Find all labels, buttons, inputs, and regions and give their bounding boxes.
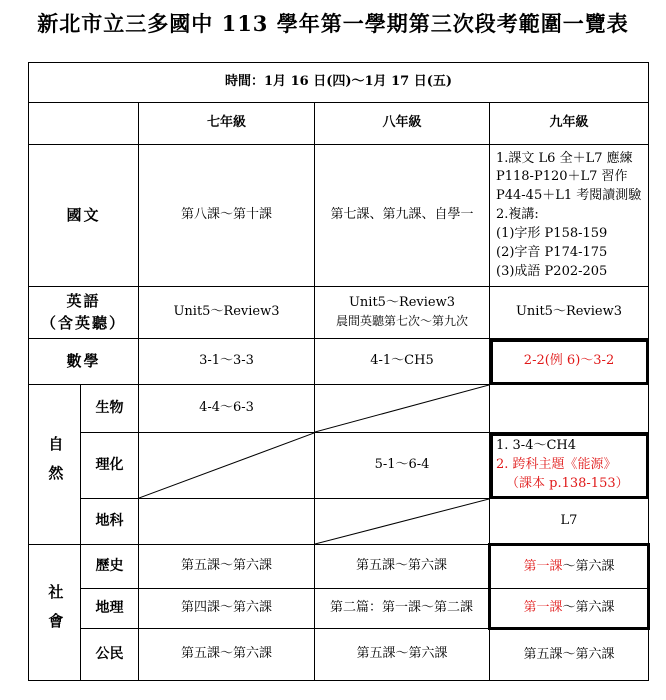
chinese-g9-line: 2.複講: xyxy=(496,207,539,223)
english-g7: Unit5～Review3 xyxy=(139,287,315,339)
exam-scope-table xyxy=(28,62,650,681)
history-g9 xyxy=(490,545,649,589)
math-g7: 3-1～3-3 xyxy=(139,339,315,385)
earth-g8-empty xyxy=(315,499,490,545)
physics-g9-line1: 1. 3-4～CH4 xyxy=(496,438,577,454)
chinese-g9-line: P44-45＋L1 考閱讀測驗 xyxy=(496,188,642,204)
geography-g7: 第四課～第六課 xyxy=(139,589,315,629)
grade-8-header: 八年級 xyxy=(315,103,490,145)
diagonal-line xyxy=(139,433,314,498)
subject-geography: 地理 xyxy=(81,589,139,629)
english-g8 xyxy=(315,287,490,339)
physics-g9-line2: 2. 跨科主題《能源》 xyxy=(496,457,617,473)
chinese-g9-line: (3)成語 P202-205 xyxy=(496,263,608,279)
physics-g9 xyxy=(490,433,649,499)
math-g8: 4-1～CH5 xyxy=(315,339,490,385)
group-science-label: 自然 xyxy=(46,435,65,494)
geography-g9-red: 第一課 xyxy=(523,599,563,615)
exam-time: 時間：1月 16 日(四)～1月 17 日(五) xyxy=(29,63,649,103)
history-g8: 第五課～第六課 xyxy=(315,545,490,589)
subject-earth-science: 地科 xyxy=(81,499,139,545)
math-g9: 2-2(例 6)～3-2 xyxy=(490,339,649,385)
chinese-g9 xyxy=(490,145,649,287)
grade-9-header: 九年級 xyxy=(490,103,649,145)
earth-g9: L7 xyxy=(490,499,649,545)
grade-7-header: 七年級 xyxy=(139,103,315,145)
chinese-g9-line: (2)字音 P174-175 xyxy=(496,244,608,260)
civics-g7: 第五課～第六課 xyxy=(139,629,315,681)
group-social-label: 社會 xyxy=(46,583,65,642)
chinese-g7: 第八課～第十課 xyxy=(139,145,315,287)
header-blank xyxy=(29,103,139,145)
english-g8-line2: 晨間英聽第七次～第九次 xyxy=(335,314,468,329)
civics-g9: 第五課～第六課 xyxy=(490,629,649,681)
subject-chinese: 國文 xyxy=(29,145,139,287)
chinese-g9-line: (1)字形 P158-159 xyxy=(496,225,608,241)
geography-g8: 第二篇：第一課～第二課 xyxy=(315,589,490,629)
subject-english xyxy=(29,287,139,339)
history-g9-rest: ～第六課 xyxy=(562,558,615,574)
physics-g9-line3: （課本 p.138-153） xyxy=(506,475,629,491)
diagonal-line xyxy=(315,499,489,544)
physics-g7-empty xyxy=(139,433,315,499)
biology-g8-empty xyxy=(315,385,490,433)
diagonal-line xyxy=(315,385,489,432)
page-title: 新北市立三多國中 113 學年第一學期第三次段考範圍一覽表 xyxy=(37,11,629,36)
chinese-g9-line: P118-P120＋L7 習作 xyxy=(496,169,628,185)
subject-math: 數學 xyxy=(29,339,139,385)
history-g9-red: 第一課 xyxy=(523,558,563,574)
physics-g8: 5-1～6-4 xyxy=(315,433,490,499)
subject-english-line1: 英語 xyxy=(66,291,101,310)
civics-g8: 第五課～第六課 xyxy=(315,629,490,681)
subject-history: 歷史 xyxy=(81,545,139,589)
subject-physics: 理化 xyxy=(81,433,139,499)
geography-g9-rest: ～第六課 xyxy=(562,599,615,615)
group-science xyxy=(29,385,81,545)
chinese-g8: 第七課、第九課、自學一 xyxy=(315,145,490,287)
subject-civics: 公民 xyxy=(81,629,139,681)
english-g8-line1: Unit5～Review3 xyxy=(348,295,456,311)
subject-english-line2: （含英聽） xyxy=(40,313,126,332)
biology-g7: 4-4～6-3 xyxy=(139,385,315,433)
earth-g7-empty xyxy=(139,499,315,545)
biology-g9-empty xyxy=(490,385,649,433)
subject-biology: 生物 xyxy=(81,385,139,433)
history-g7: 第五課～第六課 xyxy=(139,545,315,589)
chinese-g9-line: 1.課文 L6 全＋L7 應練 xyxy=(496,150,633,166)
english-g9: Unit5～Review3 xyxy=(490,287,649,339)
group-social xyxy=(29,545,81,681)
geography-g9 xyxy=(490,589,649,629)
